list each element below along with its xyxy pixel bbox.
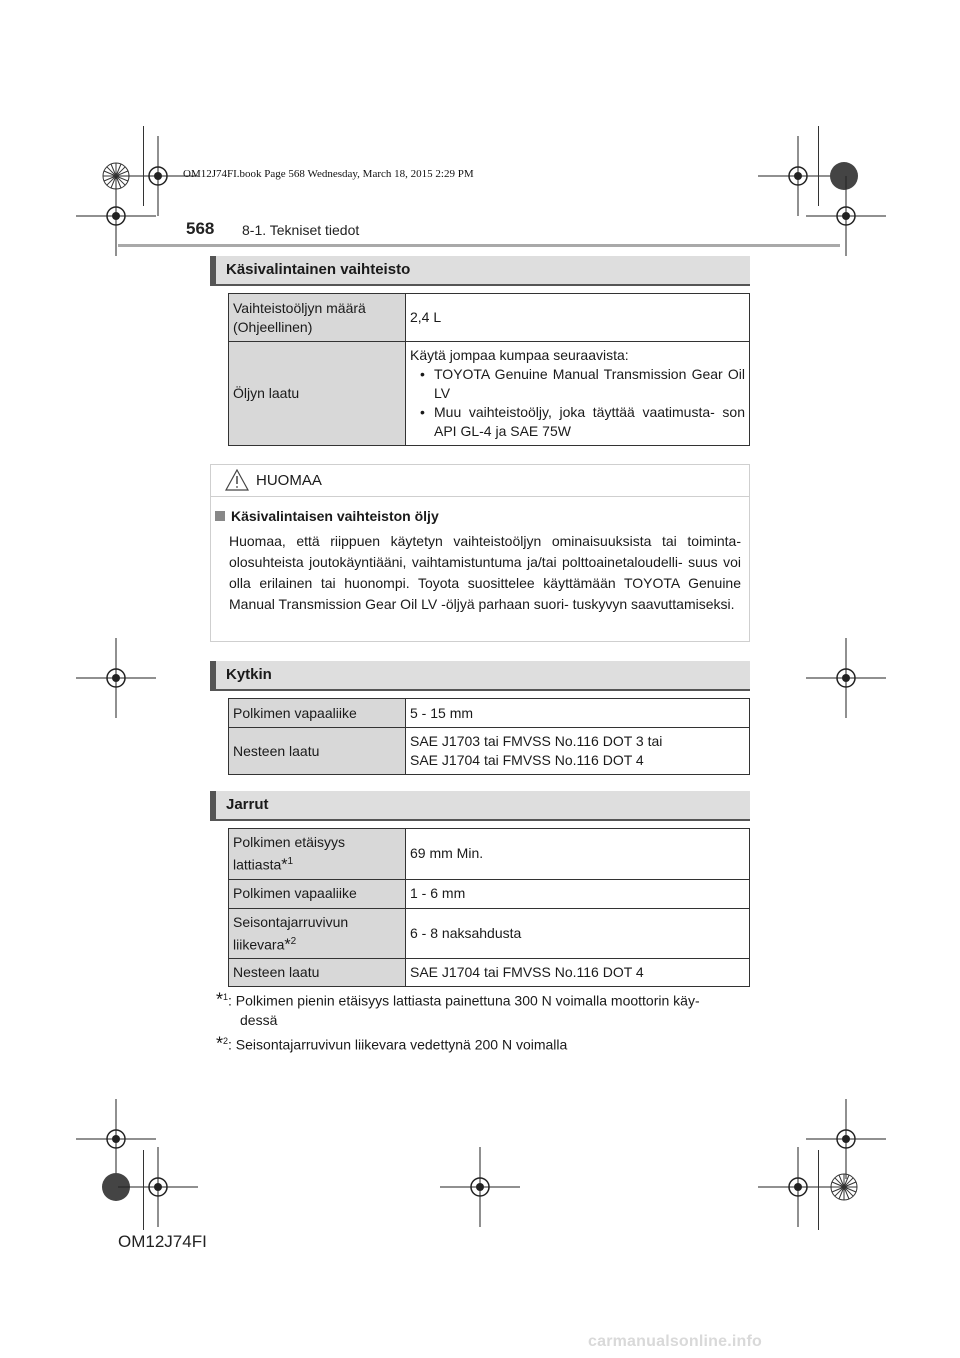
header-rule [118, 244, 840, 247]
oil-options-list [410, 365, 745, 441]
footnote-mark: * [216, 989, 224, 1010]
value-line: SAE J1703 tai FMVSS No.116 DOT 3 tai [410, 733, 663, 749]
brakes-table [228, 828, 750, 987]
footnote-number: 1 [287, 856, 294, 867]
table-cell-value: 5 - 15 mm [406, 699, 750, 728]
footnote-number: 2 [223, 1036, 229, 1046]
table-cell-value: SAE J1704 tai FMVSS No.116 DOT 4 [406, 959, 750, 987]
table-cell-value: 6 - 8 naksahdusta [406, 908, 750, 959]
label-text: Seisontajarruvivun liikevara [233, 913, 349, 953]
heading-underline [210, 284, 750, 286]
section-heading-brakes [210, 791, 750, 819]
footnote-1 [216, 988, 756, 1030]
footnote-2 [216, 1032, 756, 1055]
label-text: Polkimen etäisyys lattiasta [233, 834, 346, 873]
registration-crosshair-icon [118, 1147, 198, 1227]
table-row [229, 959, 750, 987]
table-cell-label: Polkimen vapaaliike [229, 699, 406, 728]
square-bullet-icon [215, 511, 225, 521]
table-cell-value: 69 mm Min. [406, 829, 750, 880]
footnote-mark: * [281, 856, 288, 874]
table-row [229, 728, 750, 775]
document-code: OM12J74FI [118, 1232, 207, 1251]
caution-subtitle-text: Käsivalintaisen vaihteiston öljy [231, 508, 439, 524]
warning-triangle-icon [225, 469, 249, 491]
table-cell-value [406, 342, 750, 446]
list-item: • TOYOTA Genuine Manual Transmission Gear Oil LV [410, 365, 745, 403]
section-heading-label: Jarrut [226, 796, 269, 813]
caution-header [211, 465, 749, 497]
footnote-number: 2 [290, 935, 297, 947]
footnote-text: : Seisontajarruvivun liikevara vedettynä 200 N voimalla [228, 1036, 568, 1053]
registration-crosshair-icon [440, 1147, 520, 1227]
section-heading-clutch [210, 661, 750, 689]
footnote-number: 1 [223, 992, 229, 1002]
table-row [229, 908, 750, 959]
caution-box [210, 464, 750, 642]
section-heading-manual-transmission [210, 256, 750, 284]
page-number: 568 [186, 219, 215, 238]
table-row [229, 879, 750, 908]
caution-title: HUOMAA [256, 472, 322, 489]
table-cell-value: 2,4 L [406, 294, 750, 342]
table-cell-value: 1 - 6 mm [406, 879, 750, 908]
table-row [229, 699, 750, 728]
caution-subtitle [215, 508, 439, 524]
section-heading-label: Käsivalintainen vaihteisto [226, 261, 411, 278]
table-row [229, 342, 750, 446]
table-row [229, 294, 750, 342]
oil-intro: Käytä jompaa kumpaa seuraavista: [410, 347, 629, 363]
footnote-text: : Polkimen pienin etäisyys lattiasta painettuna 300 N voimalla moottorin käy- [228, 992, 700, 1009]
list-item: • Muu vaihteistoöljy, joka täyttää vaatimusta- son API GL-4 ja SAE 75W [410, 403, 745, 441]
table-cell-value [406, 728, 750, 775]
footnote-mark: * [216, 1033, 224, 1054]
value-line: SAE J1704 tai FMVSS No.116 DOT 4 [410, 752, 644, 768]
table-cell-label: Nesteen laatu [229, 959, 406, 987]
clutch-table [228, 698, 750, 775]
manual-transmission-table [228, 293, 750, 446]
table-cell-label: Polkimen vapaaliike [229, 879, 406, 908]
heading-underline [210, 689, 750, 691]
table-cell-label: Öljyn laatu [229, 342, 406, 446]
registration-starburst-icon [804, 1147, 884, 1227]
registration-crosshair-icon [806, 638, 886, 718]
registration-crosshair-icon [76, 638, 156, 718]
section-heading-label: Kytkin [226, 666, 272, 683]
table-cell-label: Vaihteistoöljyn määrä (Ohjeellinen) [229, 294, 406, 342]
table-cell-label [229, 829, 406, 880]
table-cell-label: Nesteen laatu [229, 728, 406, 775]
caution-body: Huomaa, että riippuen käytetyn vaihteistoöljyn ominaisuuksista tai toiminta- olosuhteista joutokäyntiääni, vaihtamistuntuma ja/tai polttoainetaloudelli- suus voi olla erilainen tai huonompi. Toyota suosittelee käyttämään TOYOTA Genuine Manual Transmission Gear Oil LV -öljyä parhaan suori- tuskyvyn saavuttamiseksi. [229, 533, 741, 612]
book-header: OM12J74FI.book Page 568 Wednesday, March 18, 2015 2:29 PM [183, 168, 474, 180]
watermark: carmanualsonline.info [588, 1333, 763, 1350]
table-row [229, 829, 750, 880]
table-cell-label [229, 908, 406, 959]
footnote-mark: * [284, 936, 291, 954]
footnote-text-continued: dessä [240, 1011, 278, 1028]
section-title: 8-1. Tekniset tiedot [242, 222, 360, 238]
heading-underline [210, 819, 750, 821]
